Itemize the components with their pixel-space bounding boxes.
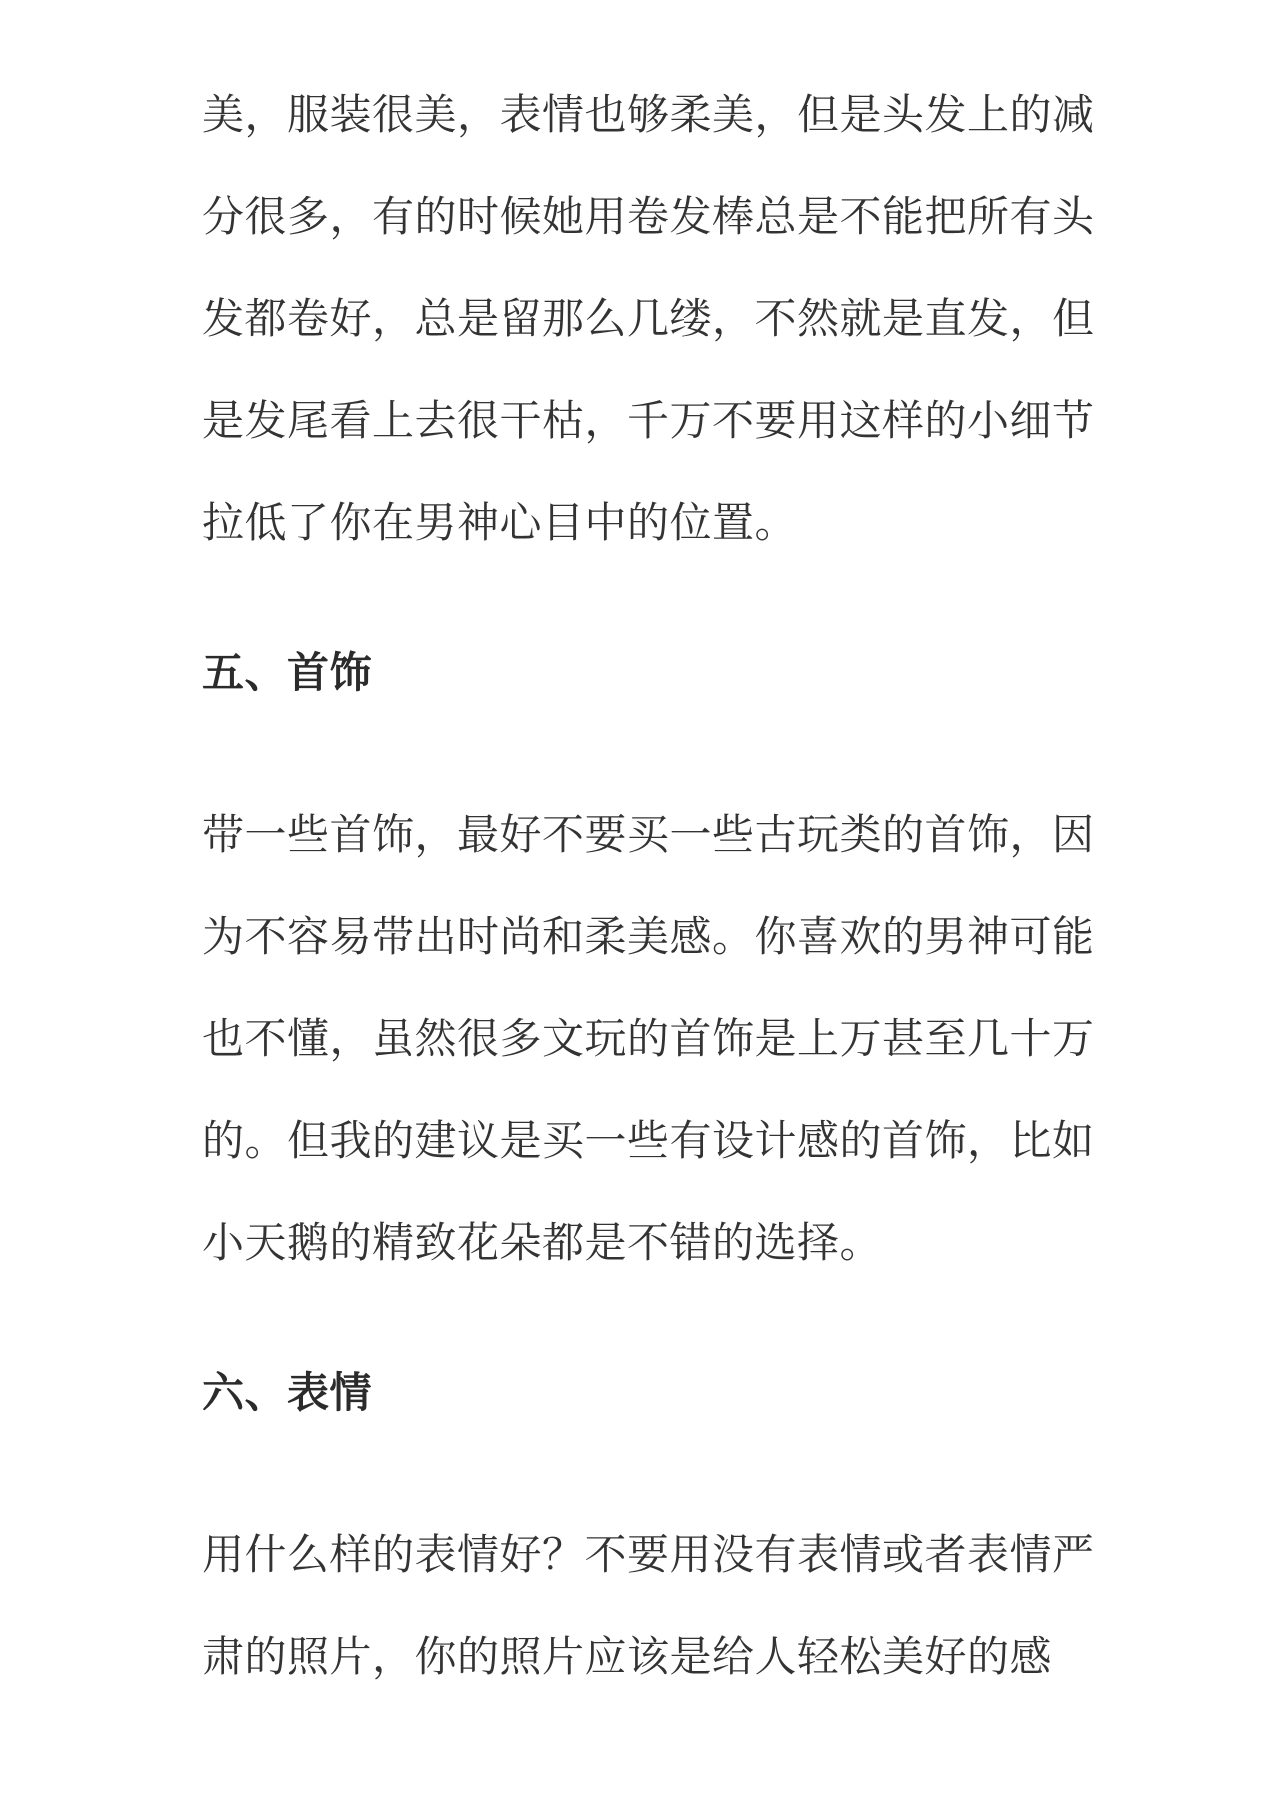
- text-line: 小天鹅的精致花朵都是不错的选择。: [202, 1218, 883, 1267]
- text-line: 分很多，有的时候她用卷发棒总是不能把所有头: [202, 192, 1095, 241]
- section-heading-expression: 六、表情: [202, 1368, 373, 1417]
- text-line: 肃的照片，你的照片应该是给人轻松美好的感: [202, 1632, 1053, 1681]
- text-line: 带一些首饰，最好不要买一些古玩类的首饰，因: [202, 810, 1095, 859]
- text-line: 发都卷好，总是留那么几缕，不然就是直发，但: [202, 294, 1095, 343]
- text-line: 拉低了你在男神心目中的位置。: [202, 498, 798, 547]
- section-heading-jewelry: 五、首饰: [202, 648, 373, 697]
- text-line: 为不容易带出时尚和柔美感。你喜欢的男神可能: [202, 912, 1095, 961]
- text-line: 是发尾看上去很干枯，千万不要用这样的小细节: [202, 396, 1095, 445]
- text-line: 的。但我的建议是买一些有设计感的首饰，比如: [202, 1116, 1095, 1165]
- text-line: 美，服装很美，表情也够柔美，但是头发上的减: [202, 90, 1095, 139]
- text-line: 用什么样的表情好？不要用没有表情或者表情严: [202, 1530, 1095, 1579]
- text-line: 也不懂，虽然很多文玩的首饰是上万甚至几十万: [202, 1014, 1095, 1063]
